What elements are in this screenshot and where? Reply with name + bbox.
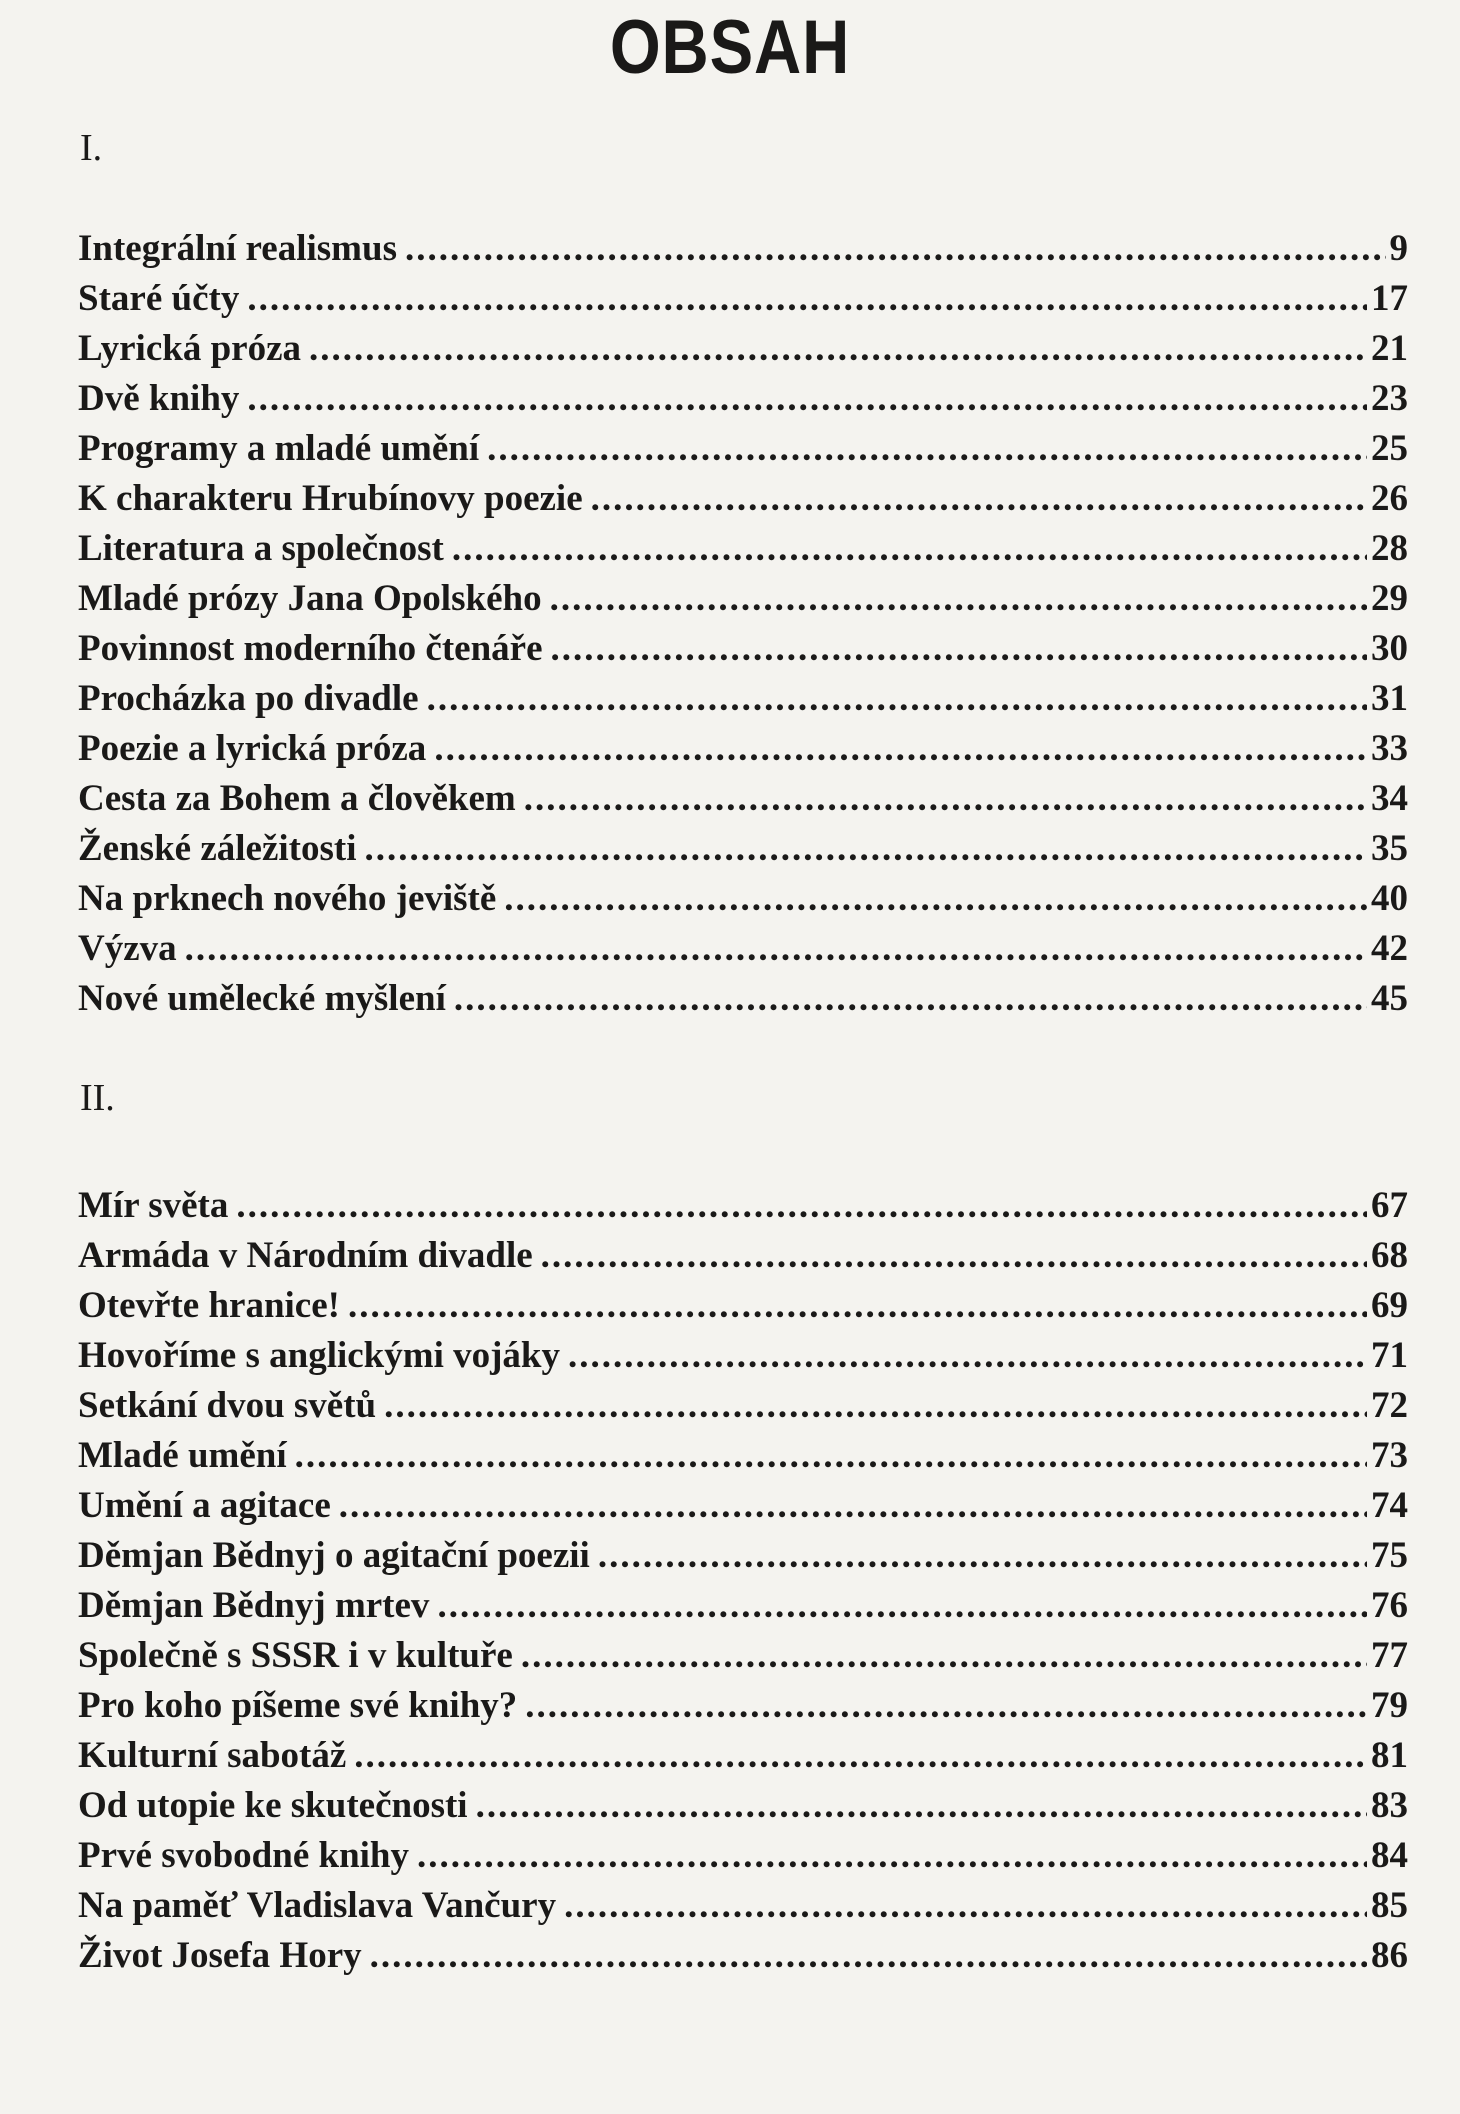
toc-entry-title: Na paměť Vladislava Vančury bbox=[78, 1885, 557, 1926]
dot-leader bbox=[487, 424, 1367, 474]
toc-entry bbox=[78, 1231, 1408, 1281]
toc-entry-page-number: 85 bbox=[1371, 1885, 1408, 1926]
toc-entry-page-number: 73 bbox=[1371, 1435, 1408, 1476]
toc-entry-title: Společně s SSSR i v kultuře bbox=[78, 1635, 513, 1676]
dot-leader bbox=[551, 624, 1367, 674]
toc-entry-page-number: 69 bbox=[1371, 1285, 1408, 1326]
dot-leader bbox=[452, 524, 1367, 574]
toc-entry bbox=[78, 674, 1408, 724]
dot-leader bbox=[405, 224, 1386, 274]
section-heading-2: II. bbox=[80, 1077, 115, 1119]
toc-entry-title: Děmjan Bědnyj mrtev bbox=[78, 1585, 430, 1626]
toc-entry-page-number: 77 bbox=[1371, 1635, 1408, 1676]
toc-entry-page-number: 72 bbox=[1371, 1385, 1408, 1426]
dot-leader bbox=[384, 1381, 1367, 1431]
toc-entry-page-number: 9 bbox=[1389, 228, 1408, 269]
dot-leader bbox=[550, 574, 1367, 624]
toc-entry bbox=[78, 1481, 1408, 1531]
toc-entry bbox=[78, 1381, 1408, 1431]
dot-leader bbox=[339, 1481, 1367, 1531]
dot-leader bbox=[524, 774, 1367, 824]
dot-leader bbox=[564, 1881, 1367, 1931]
toc-entry-page-number: 34 bbox=[1371, 778, 1408, 819]
dot-leader bbox=[354, 1731, 1367, 1781]
toc-entry-title: Poezie a lyrická próza bbox=[78, 728, 427, 769]
toc-entry-page-number: 74 bbox=[1371, 1485, 1408, 1526]
toc-entry-title: Prvé svobodné knihy bbox=[78, 1835, 410, 1876]
toc-entry-title: Děmjan Bědnyj o agitační poezii bbox=[78, 1535, 590, 1576]
toc-entry-title: Mladé umění bbox=[78, 1435, 287, 1476]
dot-leader bbox=[427, 674, 1367, 724]
toc-entry-title: Život Josefa Hory bbox=[78, 1935, 362, 1976]
toc-list-section-2 bbox=[78, 1181, 1408, 1981]
toc-entry bbox=[78, 1681, 1408, 1731]
toc-entry-page-number: 75 bbox=[1371, 1535, 1408, 1576]
toc-entry bbox=[78, 474, 1408, 524]
toc-entry bbox=[78, 1731, 1408, 1781]
dot-leader bbox=[295, 1431, 1367, 1481]
toc-entry-page-number: 17 bbox=[1371, 278, 1408, 319]
toc-entry-page-number: 21 bbox=[1371, 328, 1408, 369]
toc-entry bbox=[78, 824, 1408, 874]
toc-entry bbox=[78, 1931, 1408, 1981]
toc-entry-page-number: 45 bbox=[1371, 978, 1408, 1019]
toc-entry bbox=[78, 1531, 1408, 1581]
dot-leader bbox=[568, 1331, 1367, 1381]
toc-entry bbox=[78, 774, 1408, 824]
toc-entry-page-number: 67 bbox=[1371, 1185, 1408, 1226]
toc-entry-title: Nové umělecké myšlení bbox=[78, 978, 446, 1019]
toc-entry bbox=[78, 1881, 1408, 1931]
toc-entry bbox=[78, 1331, 1408, 1381]
toc-entry bbox=[78, 574, 1408, 624]
toc-entry bbox=[78, 374, 1408, 424]
dot-leader bbox=[247, 374, 1367, 424]
dot-leader bbox=[434, 724, 1367, 774]
toc-entry-page-number: 86 bbox=[1371, 1935, 1408, 1976]
toc-entry bbox=[78, 624, 1408, 674]
toc-entry-title: Na prknech nového jeviště bbox=[78, 878, 497, 919]
toc-entry bbox=[78, 274, 1408, 324]
toc-entry-title: Dvě knihy bbox=[78, 378, 240, 419]
dot-leader bbox=[454, 974, 1367, 1024]
dot-leader bbox=[236, 1181, 1367, 1231]
dot-leader bbox=[370, 1931, 1367, 1981]
toc-entry bbox=[78, 924, 1408, 974]
toc-entry-title: Mladé prózy Jana Opolského bbox=[78, 578, 542, 619]
toc-entry-page-number: 31 bbox=[1371, 678, 1408, 719]
toc-entry-page-number: 83 bbox=[1371, 1785, 1408, 1826]
toc-entry-title: Integrální realismus bbox=[78, 228, 397, 269]
page-title: OBSAH bbox=[609, 5, 851, 90]
toc-entry bbox=[78, 724, 1408, 774]
toc-entry bbox=[78, 1431, 1408, 1481]
toc-entry-title: Procházka po divadle bbox=[78, 678, 419, 719]
toc-entry-page-number: 30 bbox=[1371, 628, 1408, 669]
toc-entry-page-number: 26 bbox=[1371, 478, 1408, 519]
toc-entry bbox=[78, 524, 1408, 574]
toc-entry-page-number: 71 bbox=[1371, 1335, 1408, 1376]
toc-entry bbox=[78, 1831, 1408, 1881]
dot-leader bbox=[437, 1581, 1367, 1631]
dot-leader bbox=[476, 1781, 1367, 1831]
dot-leader bbox=[591, 474, 1367, 524]
toc-entry-page-number: 28 bbox=[1371, 528, 1408, 569]
toc-entry-page-number: 23 bbox=[1371, 378, 1408, 419]
toc-entry-title: Pro koho píšeme své knihy? bbox=[78, 1685, 518, 1726]
toc-entry-title: Povinnost moderního čtenáře bbox=[78, 628, 543, 669]
toc-list-section-1 bbox=[78, 224, 1408, 1024]
toc-entry bbox=[78, 324, 1408, 374]
toc-entry-title: Umění a agitace bbox=[78, 1485, 331, 1526]
toc-entry-title: Od utopie ke skutečnosti bbox=[78, 1785, 468, 1826]
dot-leader bbox=[598, 1531, 1367, 1581]
toc-entry-title: Setkání dvou světů bbox=[78, 1385, 377, 1426]
toc-entry-title: Výzva bbox=[78, 928, 177, 969]
dot-leader bbox=[525, 1681, 1367, 1731]
toc-entry-title: Ženské záležitosti bbox=[78, 828, 357, 869]
toc-entry bbox=[78, 1281, 1408, 1331]
dot-leader bbox=[309, 324, 1367, 374]
toc-entry-title: Hovoříme s anglickými vojáky bbox=[78, 1335, 561, 1376]
toc-entry-title: Literatura a společnost bbox=[78, 528, 444, 569]
dot-leader bbox=[521, 1631, 1367, 1681]
toc-entry-page-number: 29 bbox=[1371, 578, 1408, 619]
toc-entry bbox=[78, 974, 1408, 1024]
dot-leader bbox=[504, 874, 1367, 924]
toc-entry-title: Staré účty bbox=[78, 278, 240, 319]
toc-entry-page-number: 35 bbox=[1371, 828, 1408, 869]
dot-leader bbox=[348, 1281, 1367, 1331]
toc-entry-page-number: 25 bbox=[1371, 428, 1408, 469]
toc-entry-title: Lyrická próza bbox=[78, 328, 302, 369]
toc-entry-page-number: 68 bbox=[1371, 1235, 1408, 1276]
toc-entry-page-number: 33 bbox=[1371, 728, 1408, 769]
toc-entry-title: Programy a mladé umění bbox=[78, 428, 480, 469]
toc-entry-page-number: 81 bbox=[1371, 1735, 1408, 1776]
dot-leader bbox=[247, 274, 1367, 324]
toc-entry bbox=[78, 424, 1408, 474]
toc-entry-title: Kulturní sabotáž bbox=[78, 1735, 347, 1776]
dot-leader bbox=[185, 924, 1367, 974]
toc-entry-title: Armáda v Národním divadle bbox=[78, 1235, 533, 1276]
toc-entry-title: Cesta za Bohem a člověkem bbox=[78, 778, 516, 819]
toc-entry bbox=[78, 874, 1408, 924]
toc-entry-page-number: 42 bbox=[1371, 928, 1408, 969]
toc-entry bbox=[78, 1781, 1408, 1831]
toc-entry bbox=[78, 1581, 1408, 1631]
toc-entry-page-number: 76 bbox=[1371, 1585, 1408, 1626]
toc-entry-page-number: 40 bbox=[1371, 878, 1408, 919]
toc-entry bbox=[78, 1181, 1408, 1231]
toc-entry bbox=[78, 1631, 1408, 1681]
toc-entry-title: Otevřte hranice! bbox=[78, 1285, 340, 1326]
dot-leader bbox=[364, 824, 1367, 874]
section-heading-1: I. bbox=[80, 127, 103, 169]
toc-entry bbox=[78, 224, 1408, 274]
dot-leader bbox=[541, 1231, 1367, 1281]
dot-leader bbox=[417, 1831, 1367, 1881]
toc-entry-title: Mír světa bbox=[78, 1185, 229, 1226]
toc-entry-page-number: 79 bbox=[1371, 1685, 1408, 1726]
toc-entry-title: K charakteru Hrubínovy poezie bbox=[78, 478, 583, 519]
toc-entry-page-number: 84 bbox=[1371, 1835, 1408, 1876]
